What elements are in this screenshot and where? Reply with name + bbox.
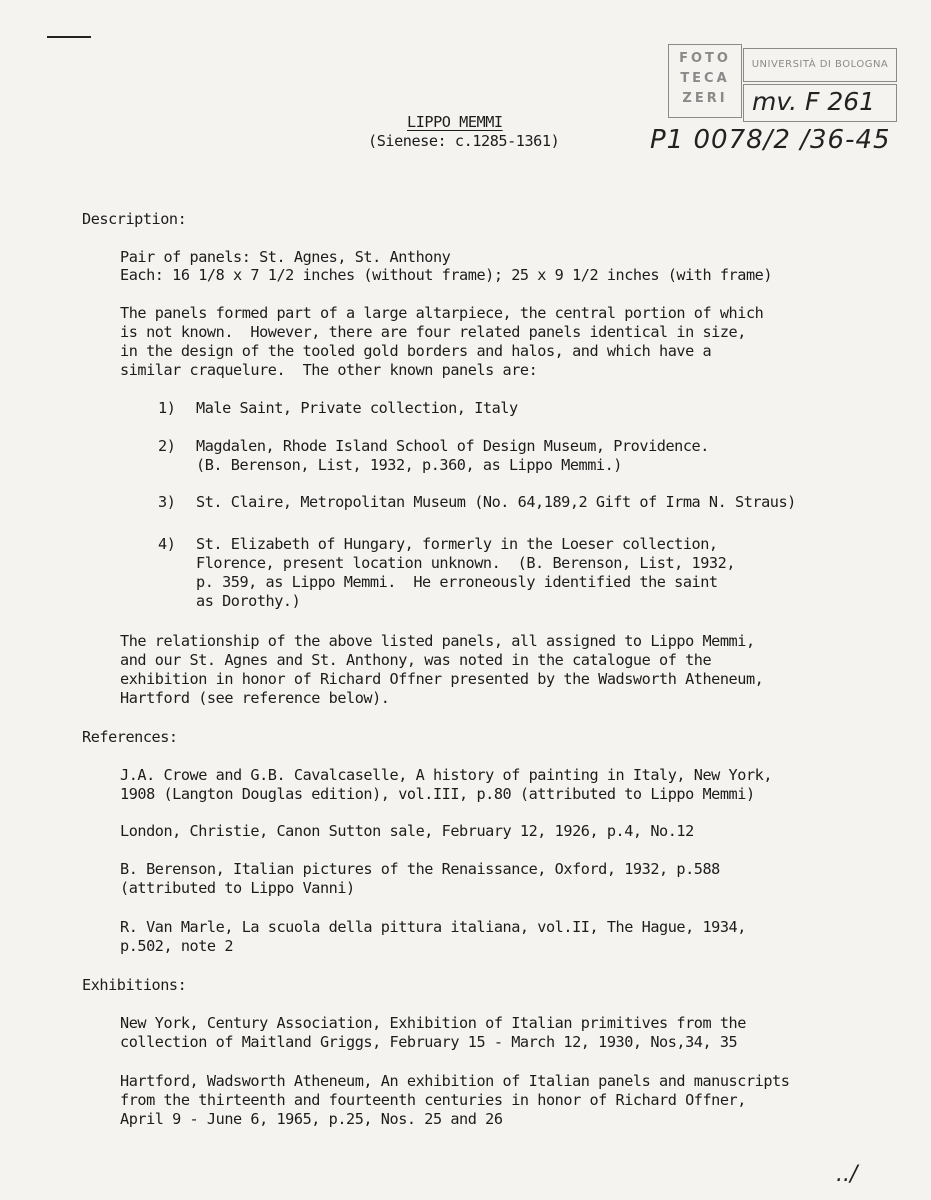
list-item: Male Saint, Private collection, Italy bbox=[196, 399, 518, 417]
exhibitions-heading: Exhibitions: bbox=[82, 976, 187, 994]
reference-line: J.A. Crowe and G.B. Cavalcaselle, A history of painting in Italy, New York, bbox=[120, 766, 773, 784]
fototeca-stamp-line: FOTO bbox=[679, 51, 731, 66]
paragraph-line: is not known. However, there are four related panels identical in size, bbox=[120, 323, 746, 341]
list-number: 2) bbox=[158, 437, 176, 455]
inventory-number: mv. F 261 bbox=[752, 87, 876, 116]
reference-line: R. Van Marle, La scuola della pittura italiana, vol.II, The Hague, 1934, bbox=[120, 918, 746, 936]
paragraph-line: and our St. Agnes and St. Anthony, was noted in the catalogue of the bbox=[120, 651, 712, 669]
paragraph-line: The relationship of the above listed panels, all assigned to Lippo Memmi, bbox=[120, 632, 755, 650]
panels-line: Pair of panels: St. Agnes, St. Anthony bbox=[120, 248, 451, 266]
list-item: p. 359, as Lippo Memmi. He erroneously identified the saint bbox=[196, 573, 718, 591]
paragraph-line: The panels formed part of a large altarpiece, the central portion of which bbox=[120, 304, 764, 322]
paragraph-line: exhibition in honor of Richard Offner presented by the Wadsworth Atheneum, bbox=[120, 670, 764, 688]
list-item: St. Claire, Metropolitan Museum (No. 64,189,2 Gift of Irma N. Straus) bbox=[196, 493, 796, 511]
archive-id: P1 0078/2 /36-45 bbox=[650, 125, 891, 155]
exhibition-line: April 9 - June 6, 1965, p.25, Nos. 25 and 26 bbox=[120, 1110, 503, 1128]
reference-line: (attributed to Lippo Vanni) bbox=[120, 879, 355, 897]
references-heading: References: bbox=[82, 728, 178, 746]
exhibition-line: Hartford, Wadsworth Atheneum, An exhibition of Italian panels and manuscripts bbox=[120, 1072, 790, 1090]
list-item: St. Elizabeth of Hungary, formerly in the Loeser collection, bbox=[196, 535, 718, 553]
margin-dash bbox=[47, 36, 91, 38]
continuation-mark: ../ bbox=[836, 1162, 858, 1187]
paragraph-line: Hartford (see reference below). bbox=[120, 689, 390, 707]
list-item: as Dorothy.) bbox=[196, 592, 301, 610]
exhibition-line: New York, Century Association, Exhibition of Italian primitives from the bbox=[120, 1014, 746, 1032]
reference-line: p.502, note 2 bbox=[120, 937, 234, 955]
page-title: LIPPO MEMMI bbox=[407, 113, 503, 131]
list-item: (B. Berenson, List, 1932, p.360, as Lippo Memmi.) bbox=[196, 456, 622, 474]
reference-line: B. Berenson, Italian pictures of the Renaissance, Oxford, 1932, p.588 bbox=[120, 860, 720, 878]
paragraph-line: similar craquelure. The other known panels are: bbox=[120, 361, 538, 379]
paragraph-line: in the design of the tooled gold borders and halos, and which have a bbox=[120, 342, 712, 360]
fototeca-stamp-line: ZERI bbox=[682, 91, 728, 106]
reference-line: 1908 (Langton Douglas edition), vol.III, p.80 (attributed to Lippo Memmi) bbox=[120, 785, 755, 803]
description-heading: Description: bbox=[82, 210, 187, 228]
dimensions-line: Each: 16 1/8 x 7 1/2 inches (without frame); 25 x 9 1/2 inches (with frame) bbox=[120, 266, 773, 284]
exhibition-line: from the thirteenth and fourteenth centuries in honor of Richard Offner, bbox=[120, 1091, 746, 1109]
page-subtitle: (Sienese: c.1285-1361) bbox=[368, 132, 560, 150]
fototeca-stamp-line: TECA bbox=[680, 71, 730, 86]
fototeca-zeri-stamp bbox=[668, 44, 742, 118]
list-number: 4) bbox=[158, 535, 176, 553]
list-item: Magdalen, Rhode Island School of Design Museum, Providence. bbox=[196, 437, 709, 455]
list-number: 3) bbox=[158, 493, 176, 511]
exhibition-line: collection of Maitland Griggs, February 15 - March 12, 1930, Nos,34, 35 bbox=[120, 1033, 738, 1051]
university-stamp: UNIVERSITÀ DI BOLOGNA bbox=[743, 48, 897, 82]
reference-line: London, Christie, Canon Sutton sale, February 12, 1926, p.4, No.12 bbox=[120, 822, 694, 840]
list-item: Florence, present location unknown. (B. Berenson, List, 1932, bbox=[196, 554, 736, 572]
list-number: 1) bbox=[158, 399, 176, 417]
